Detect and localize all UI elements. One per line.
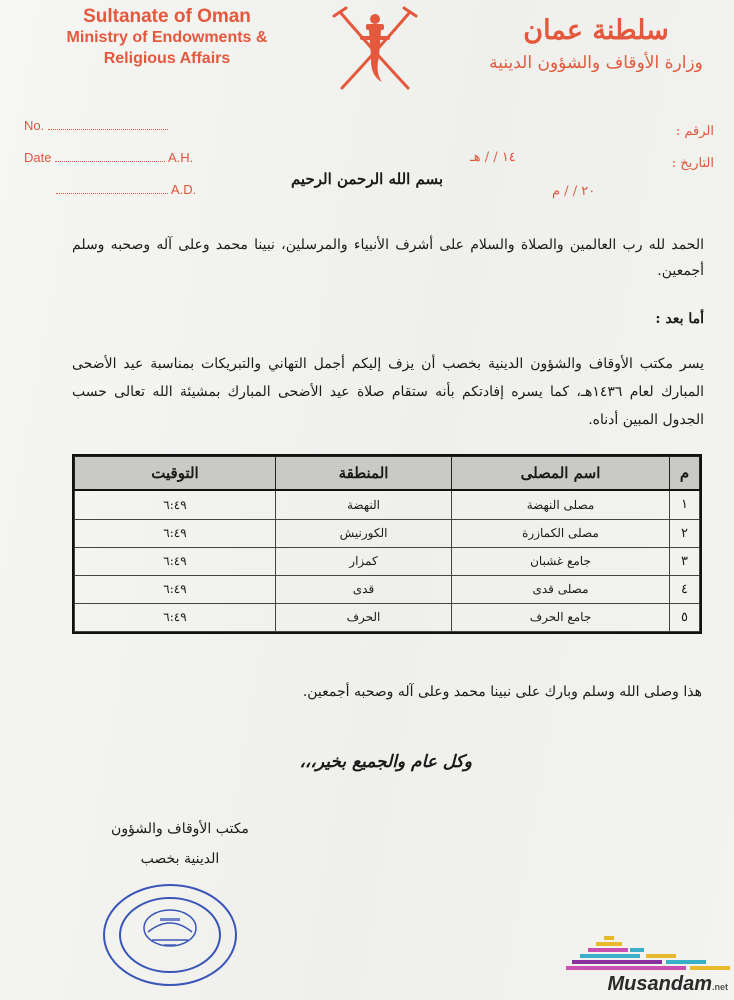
ref-field-ar	[676, 124, 714, 139]
letterhead-english	[42, 6, 292, 69]
table-row	[75, 519, 700, 547]
no-label: No.	[24, 118, 45, 133]
row-musalla-name: مصلى قدى	[452, 575, 670, 603]
row-area: كمزار	[276, 547, 452, 575]
oman-emblem-icon	[330, 2, 420, 94]
row-area: النهضة	[276, 490, 452, 519]
table-row	[75, 603, 700, 631]
row-musalla-name: جامع الحرف	[452, 603, 670, 631]
main-paragraph: يسر مكتب الأوقاف والشؤون الدينية بخصب أن يزف إليكم أجمل التهاني والتبريكات بمناسبة عيد الأضحى المبارك لعام ١٤٣٦هـ، كما يسره إفادتكم بأنه ستقام صلاة عيد الأضحى المبارك بمشيئة الله تعالى حسب الجدول المبين أدناه.	[72, 356, 704, 428]
date-label: Date	[24, 150, 52, 165]
row-musalla-name: مصلى الكمازرة	[452, 519, 670, 547]
date-hijri-dotted-line	[55, 150, 165, 162]
date-label-ar: التاريخ :	[671, 156, 714, 171]
row-number: ١	[670, 490, 700, 519]
row-time: ٦:٤٩	[75, 575, 276, 603]
row-area: الكورنيش	[276, 519, 452, 547]
letterhead-country: Sultanate of Oman	[83, 6, 251, 27]
ah-label: A.H.	[168, 150, 194, 165]
signature-line1: مكتب الأوقاف والشؤون	[111, 821, 249, 837]
ad-label: A.D.	[170, 182, 197, 197]
table-row	[75, 547, 700, 575]
hijri-date-ar	[470, 150, 516, 165]
row-area: قدى	[276, 575, 452, 603]
basmala: بسم الله الرحمن الرحيم	[290, 170, 444, 188]
row-musalla-name: مصلى النهضة	[452, 490, 670, 519]
header-musalla-name: اسم المصلى	[452, 457, 670, 491]
letterhead-ministry-line1: Ministry of Endowments &	[66, 29, 268, 46]
musandam-watermark	[566, 932, 734, 1000]
row-time: ٦:٤٩	[75, 547, 276, 575]
signature-block	[80, 814, 280, 874]
logo-site: Musandam	[607, 973, 712, 995]
table-row	[75, 575, 700, 603]
letterhead-arabic	[476, 12, 716, 76]
logo-tld: .net	[711, 982, 728, 992]
row-time: ٦:٤٩	[75, 490, 276, 519]
row-area: الحرف	[276, 603, 452, 631]
letterhead-country-ar: سلطنة عمان	[523, 15, 669, 46]
table-header-row	[75, 457, 700, 491]
musandam-logo-text	[608, 973, 728, 996]
eid-greeting: وكل عام والجميع بخير،،،	[299, 752, 472, 772]
date-hijri-field	[24, 150, 193, 165]
ref-label-ar: الرقم :	[675, 124, 714, 139]
no-field	[24, 118, 168, 133]
date-field-ar	[672, 156, 714, 171]
table-row	[75, 490, 700, 519]
row-number: ٣	[670, 547, 700, 575]
prayer-schedule-table	[72, 454, 702, 634]
signature-line2: الدينية بخصب	[140, 851, 220, 867]
letterhead-ministry-ar: وزارة الأوقاف والشؤون الدينية	[489, 53, 703, 73]
greg-suffix: ٢٠ / / م	[552, 184, 596, 199]
row-time: ٦:٤٩	[75, 519, 276, 547]
closing-prayer: هذا وصلى الله وسلم وبارك على نبينا محمد وعلى آله وصحبه أجمعين.	[302, 684, 702, 700]
letterhead-ministry-line2: Religious Affairs	[103, 50, 231, 67]
opening-paragraph: الحمد لله رب العالمين والصلاة والسلام على أشرف الأنبياء والمرسلين، نبينا محمد وعلى آله وصحبه وسلم أجمعين.	[72, 237, 704, 279]
row-number: ٥	[670, 603, 700, 631]
row-number: ٤	[670, 575, 700, 603]
amma-bad: أما بعد :	[655, 311, 704, 327]
row-number: ٢	[670, 519, 700, 547]
row-time: ٦:٤٩	[75, 603, 276, 631]
header-number: م	[670, 457, 700, 491]
musandam-logo-icon	[566, 932, 734, 978]
official-stamp-icon	[100, 880, 240, 990]
no-dotted-line	[48, 118, 168, 130]
hijri-suffix: ١٤ / / هـ	[470, 150, 516, 165]
row-musalla-name: جامع غشبان	[452, 547, 670, 575]
header-time: التوقيت	[75, 457, 276, 491]
header-area: المنطقة	[276, 457, 452, 491]
